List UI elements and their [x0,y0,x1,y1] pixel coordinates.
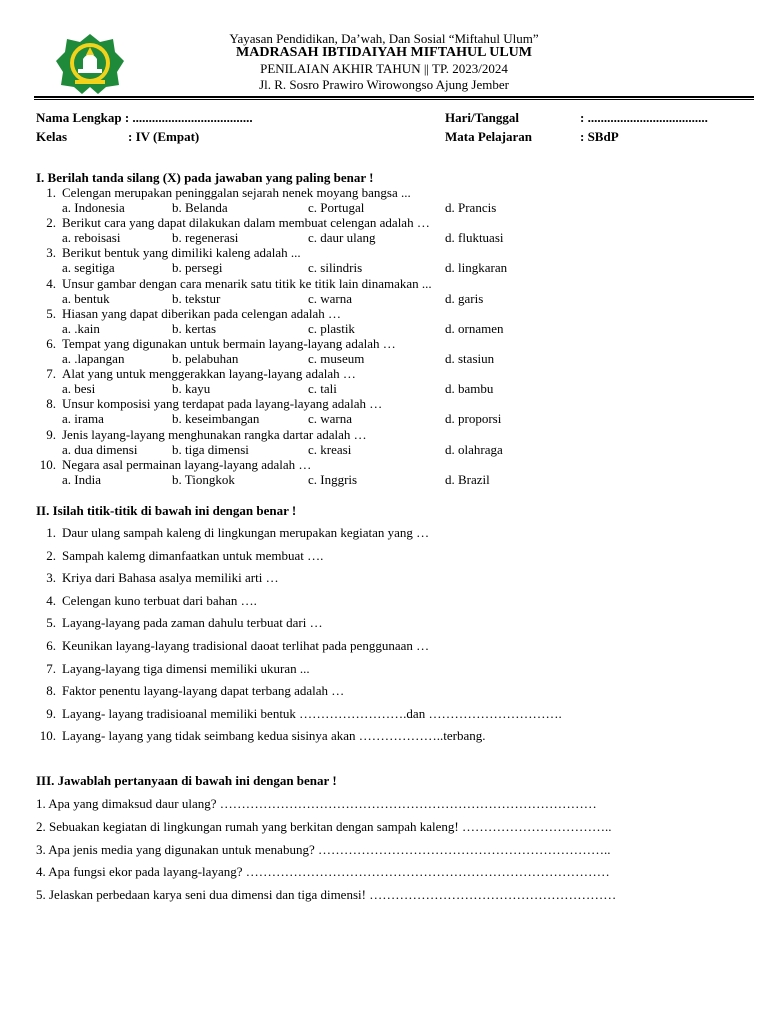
item-text: Keunikan layang-layang tradisional daoat terlihat pada penggunaan … [62,638,430,653]
item-number: 5. [46,615,56,631]
answer-option-a[interactable]: a. bentuk [62,290,110,306]
essay-question[interactable]: 3. Apa jenis media yang digunakan untuk menabung? ………………………………………………………….. [36,841,611,857]
item-text: Sampah kalemg dimanfaatkan untuk membuat …. [62,547,324,563]
question-number: 8. [46,396,56,412]
question-text: Alat yang untuk menggerakkan layang-layang adalah … [62,366,356,382]
class-value: : IV (Empat) [128,129,200,144]
answer-option-b[interactable]: b. kayu [172,381,211,397]
answer-option-d[interactable]: d. garis [445,290,484,306]
answer-option-c[interactable]: c. daur ulang [308,230,376,246]
answer-option-d[interactable]: d. bambu [445,381,494,397]
answer-option-d[interactable]: d. Brazil [445,471,490,487]
essay-question[interactable]: 5. Jelaskan perbedaan karya seni dua dimensi dan tiga dimensi! ………………………………………………… [36,887,617,903]
answer-option-c[interactable]: c. kreasi [308,441,352,457]
name-field[interactable]: Nama Lengkap : ..................................... [36,110,253,125]
item-text: Daur ulang sampah kaleng di lingkungan merupakan kegiatan yang … [62,525,430,540]
item-number: 4. [46,592,56,608]
answer-option-b[interactable]: b. keseimbangan [172,411,260,427]
item-text: Faktor penentu layang-layang dapat terbang adalah … [62,683,345,699]
answer-option-b[interactable]: b. pelabuhan [172,351,239,366]
question-number: 4. [46,275,56,291]
item-number: 9. [46,705,56,721]
answer-option-c[interactable]: c. tali [308,381,337,397]
item-text: Layang- layang yang tidak seimbang kedua sisinya akan ………………..terbang. [62,728,486,744]
item-text: Layang-layang pada zaman dahulu terbuat dari … [62,615,323,631]
answer-option-b[interactable]: b. persegi [172,260,223,276]
date-field[interactable]: : ..................................... [580,110,708,125]
question-text: Unsur gambar dengan cara menarik satu titik ke titik lain dinamakan ... [62,275,432,291]
section2-title: II. Isilah titik-titik di bawah ini dengan benar ! [36,503,297,518]
answer-option-d[interactable]: d. stasiun [445,351,495,366]
answer-option-d[interactable]: d. ornamen [445,320,504,336]
question-text: Berikut cara yang dapat dilakukan dalam membuat celengan adalah … [62,215,430,231]
answer-option-a[interactable]: a. .kain [62,320,100,336]
item-text: Kriya dari Bahasa asalya memiliki arti … [62,570,279,586]
question-number: 3. [46,245,56,261]
answer-option-c[interactable]: c. silindris [308,260,363,276]
question-number: 6. [46,336,56,351]
question-text: Jenis layang-layang menghunakan rangka dartar adalah … [62,426,367,442]
answer-option-c[interactable]: c. Portugal [308,200,365,215]
school-logo [55,33,125,95]
header-rule-thick [34,96,754,98]
essay-question[interactable]: 2. Sebuakan kegiatan di lingkungan rumah yang berkitan dengan sampah kaleng! …………………………….. [36,818,612,834]
answer-option-a[interactable]: a. India [62,471,101,487]
question-number: 5. [46,305,56,321]
item-text: Layang- layang tradisioanal memiliki bentuk …………………….dan …………………………. [62,705,562,721]
answer-option-b[interactable]: b. kertas [172,320,217,336]
item-number: 6. [46,638,56,653]
item-number: 10. [39,728,56,744]
answer-option-a[interactable]: a. segitiga [62,260,115,276]
school-name: MADRASAH IBTIDAIYAH MIFTAHUL ULUM [236,45,532,60]
answer-option-d[interactable]: d. lingkaran [445,260,508,276]
question-text: Berikut bentuk yang dimiliki kaleng adalah ... [62,245,301,261]
item-number: 7. [46,660,56,676]
question-number: 1. [46,185,56,200]
question-text: Negara asal permainan layang-layang adalah … [62,456,312,472]
date-label: Hari/Tanggal [445,110,519,125]
answer-option-d[interactable]: d. proporsi [445,411,502,427]
foundation-name: Yayasan Pendidikan, Da’wah, Dan Sosial “Miftahul Ulum” [229,31,539,46]
subject-value: : SBdP [580,129,619,144]
answer-option-a[interactable]: a. besi [62,381,96,397]
item-text: Layang-layang tiga dimensi memiliki ukuran ... [62,660,310,676]
item-text: Celengan kuno terbuat dari bahan …. [62,592,257,608]
answer-option-d[interactable]: d. fluktuasi [445,230,504,246]
section1-title: I. Berilah tanda silang (X) pada jawaban yang paling benar ! [36,170,374,185]
answer-option-a[interactable]: a. reboisasi [62,230,121,246]
item-number: 2. [46,547,56,563]
answer-option-b[interactable]: b. Tiongkok [172,471,235,487]
answer-option-a[interactable]: a. dua dimensi [62,441,138,457]
answer-option-d[interactable]: d. Prancis [445,200,497,215]
school-address: Jl. R. Sosro Prawiro Wirowongso Ajung Jember [259,77,509,92]
question-text: Unsur komposisi yang terdapat pada layang-layang adalah … [62,396,383,412]
answer-option-b[interactable]: b. regenerasi [172,230,239,246]
header-rule-thin [34,99,754,100]
essay-question[interactable]: 1. Apa yang dimaksud daur ulang? …………………………………………………………………………… [36,796,597,811]
question-number: 9. [46,426,56,442]
item-number: 3. [46,570,56,586]
item-number: 8. [46,683,56,699]
question-text: Tempat yang digunakan untuk bermain layang-layang adalah … [62,336,396,351]
answer-option-c[interactable]: c. warna [308,290,353,306]
section3-title: III. Jawablah pertanyaan di bawah ini dengan benar ! [36,773,337,788]
answer-option-a[interactable]: a. irama [62,411,104,427]
question-number: 7. [46,366,56,382]
essay-question[interactable]: 4. Apa fungsi ekor pada layang-layang? ………………………………………………………………………… [36,864,610,880]
answer-option-c[interactable]: c. museum [308,351,365,366]
answer-option-d[interactable]: d. olahraga [445,441,503,457]
question-number: 2. [46,215,56,231]
answer-option-a[interactable]: a. Indonesia [62,200,125,215]
subject-label: Mata Pelajaran [445,129,533,144]
question-number: 10. [39,456,56,472]
exam-title: PENILAIAN AKHIR TAHUN || TP. 2023/2024 [260,61,508,76]
class-label: Kelas [36,129,68,144]
answer-option-a[interactable]: a. .lapangan [62,351,125,366]
answer-option-c[interactable]: c. plastik [308,320,355,336]
question-text: Hiasan yang dapat diberikan pada celengan adalah … [62,305,342,321]
question-text: Celengan merupakan peninggalan sejarah nenek moyang bangsa ... [62,185,411,200]
item-number: 1. [46,525,56,540]
answer-option-b[interactable]: b. tiga dimensi [172,441,249,457]
answer-option-b[interactable]: b. Belanda [172,200,228,215]
answer-option-c[interactable]: c. Inggris [308,471,358,487]
answer-option-b[interactable]: b. tekstur [172,290,221,306]
answer-option-c[interactable]: c. warna [308,411,353,427]
